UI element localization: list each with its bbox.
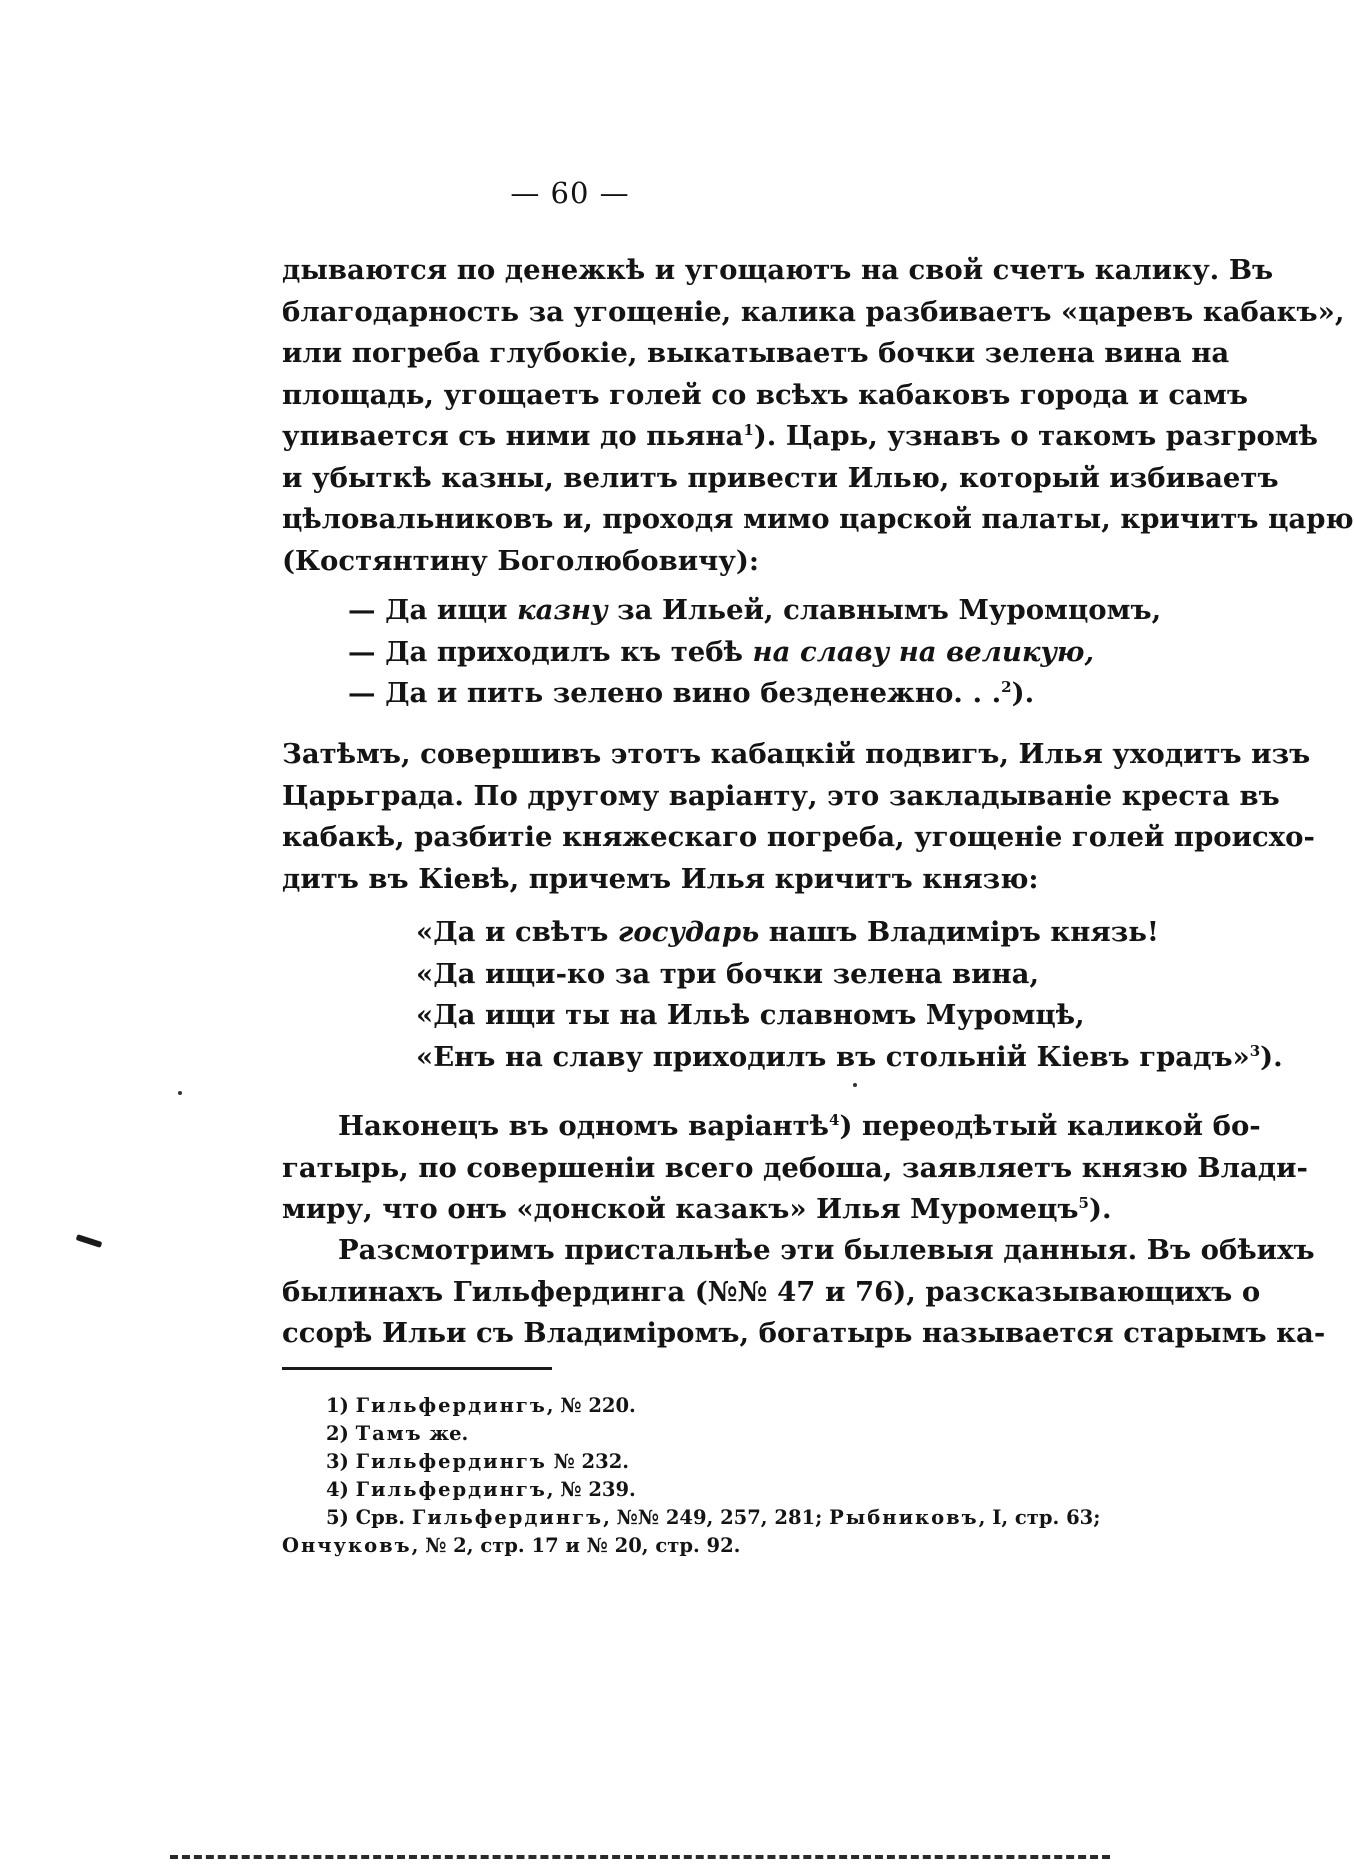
verse-text: ).	[1260, 1040, 1283, 1073]
footnote-text: 2)	[326, 1422, 356, 1445]
verse-line: «Да ищи ты на Ильѣ славномъ Муромцѣ,	[416, 999, 1085, 1031]
text-line: Разсмотримъ пристальнѣе эти былевыя данныя. Въ обѣихъ	[338, 1234, 1315, 1266]
verse-italic: на славу на великую,	[752, 635, 1095, 668]
footnote-ref: 1	[743, 420, 754, 439]
scan-mark	[76, 1234, 103, 1248]
text-line: цѣловальниковъ и, проходя мимо царской палаты, кричитъ царю	[282, 503, 1354, 535]
footnote-author: Гильфердингъ	[355, 1450, 547, 1473]
text-fragment: Наконецъ въ одномъ варіантѣ	[338, 1110, 830, 1142]
footnote-text: 4)	[326, 1478, 356, 1501]
footnote-text: , I, стр. 63;	[978, 1506, 1101, 1529]
text-line: гатырь, по совершеніи всего дебоша, заявляетъ князю Влади-	[282, 1151, 1308, 1184]
verse-line: «Да ищи-ко за три бочки зелена вина,	[416, 957, 1040, 990]
verse-quote-2	[416, 912, 1283, 1078]
footnote-ref: 2	[1001, 677, 1012, 696]
text-line: (Костянтину Боголюбовичу):	[282, 544, 760, 577]
text-fragment: ). Царь, узнавъ о такомъ разгромѣ	[753, 420, 1319, 452]
verse-line	[416, 1037, 1283, 1079]
text-line: благодарность за угощеніе, калика разбиваетъ «царевъ кабакъ»,	[282, 295, 1345, 328]
footnote-5	[282, 1504, 1101, 1532]
text-line	[282, 1189, 1112, 1231]
footnote-text: 3)	[326, 1450, 356, 1473]
footnote-5-continued	[282, 1532, 1090, 1560]
footnote-text: , № 220.	[546, 1394, 636, 1417]
footnote-text: 5) Срв.	[326, 1506, 412, 1529]
text-line: площадь, угощаетъ голей со всѣхъ кабаковъ города и самъ	[282, 378, 1248, 411]
text-line: кабакѣ, разбитіе княжескаго погреба, угощеніе голей происхо-	[282, 821, 1315, 853]
verse-line	[348, 632, 1161, 674]
verse-line	[348, 590, 1161, 632]
text-fragment: ) переодѣтый каликой бо-	[839, 1110, 1261, 1142]
text-fragment: миру, что онъ «донской казакъ» Илья Муромецъ	[282, 1193, 1079, 1225]
text-line: ссорѣ Ильи съ Владиміромъ, богатырь называется старымъ ка-	[282, 1317, 1326, 1349]
verse-text: — Да ищи	[348, 594, 518, 626]
text-fragment: упивается съ ними до пьяна	[282, 420, 744, 452]
footnotes	[282, 1392, 1101, 1560]
verse-text: «Да и свѣтъ	[416, 916, 618, 948]
footnote-3	[282, 1448, 1090, 1476]
text-line: былинахъ Гильфердинга (№№ 47 и 76), разсказывающихъ о	[282, 1275, 1261, 1308]
footnote-ref: 3	[1249, 1041, 1261, 1060]
page-number: — 60 —	[510, 176, 630, 210]
scan-speck	[853, 1083, 857, 1087]
text-line: или погреба глубокіе, выкатываетъ бочки зелена вина на	[282, 337, 1230, 369]
text-line: дываются по денежкѣ и угощаютъ на свой счетъ калику. Въ	[282, 254, 1274, 286]
verse-text: «Енъ на славу приходилъ въ стольній Кіевъ градъ»	[416, 1040, 1250, 1073]
text-line: Затѣмъ, совершивъ этотъ кабацкій подвигъ, Илья уходитъ изъ	[282, 738, 1311, 770]
paragraph-4	[282, 1230, 1326, 1355]
footnote-author: Тамъ	[355, 1422, 423, 1445]
footnote-text: же.	[422, 1422, 469, 1445]
footnote-text: , № 2, стр. 17 и № 20, стр. 92.	[411, 1534, 741, 1557]
footnote-divider	[282, 1367, 552, 1370]
footnote-author: Гильфердингъ	[411, 1506, 604, 1529]
footnote-ref: 4	[829, 1110, 840, 1129]
scan-edge-line	[170, 1855, 1110, 1859]
text-line: и убыткѣ казны, велитъ привести Илью, который избиваетъ	[282, 461, 1279, 494]
paragraph-2	[282, 734, 1315, 900]
verse-quote-1	[348, 590, 1161, 715]
verse-text: — Да и пить зелено вино безденежно. . .	[348, 677, 1002, 709]
footnote-4	[282, 1476, 1090, 1504]
footnote-author: Гильфердингъ	[355, 1394, 547, 1417]
footnote-1	[282, 1392, 1090, 1420]
text-fragment: ).	[1088, 1193, 1112, 1225]
footnote-author: Ончуковъ	[282, 1534, 412, 1557]
footnote-author: Гильфердингъ	[355, 1478, 547, 1501]
verse-italic: казну	[517, 594, 608, 626]
footnote-author: Рыбниковъ	[829, 1506, 979, 1529]
verse-italic: государь	[617, 916, 760, 948]
text-line	[282, 416, 1319, 458]
verse-text: нашъ Владиміръ князь!	[759, 916, 1159, 948]
verse-line	[348, 673, 1161, 715]
text-line: Царьграда. По другому варіанту, это закладываніе креста въ	[282, 779, 1280, 812]
verse-text: ).	[1011, 677, 1035, 709]
text-line	[282, 1106, 1261, 1148]
footnote-text: , №№ 249, 257, 281;	[603, 1506, 830, 1529]
verse-text: — Да приходилъ къ тебѣ	[348, 635, 753, 668]
paragraph-3	[282, 1106, 1308, 1231]
footnote-2	[282, 1420, 1090, 1448]
text-line: дитъ въ Кіевѣ, причемъ Илья кричитъ князю:	[282, 862, 1039, 895]
scan-speck	[178, 1091, 182, 1095]
footnote-text: № 232.	[546, 1450, 630, 1473]
paragraph-1	[282, 250, 1354, 582]
footnote-text: 1)	[326, 1394, 356, 1417]
verse-text: за Ильей, славнымъ Муромцомъ,	[607, 594, 1162, 626]
footnote-text: , № 239.	[546, 1478, 636, 1501]
footnote-ref: 5	[1078, 1193, 1089, 1212]
verse-line	[416, 912, 1283, 954]
